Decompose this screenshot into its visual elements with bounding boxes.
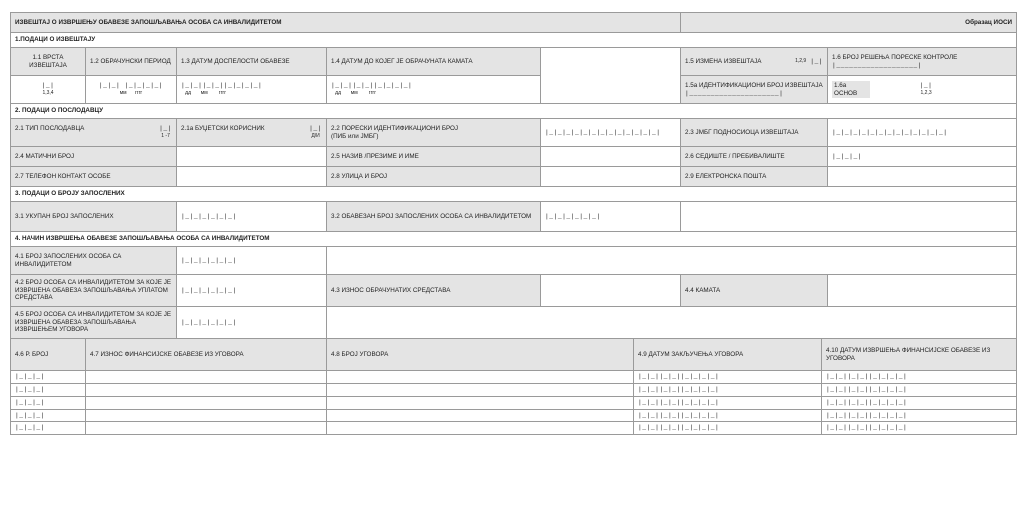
s3-blank — [681, 202, 1017, 232]
f22-input[interactable]: |_|_|_|_|_|_|_|_|_|_|_|_|_| — [541, 119, 681, 147]
f13-dd: дд — [185, 90, 192, 97]
f43-label: 4.3 ИЗНОС ОБРАЧУНАТИХ СРЕДСТАВА — [327, 275, 541, 307]
execution-date-input[interactable]: |_|_||_|_||_|_|_|_| — [822, 383, 1017, 396]
contract-number-input[interactable] — [327, 396, 634, 409]
col-410-header: 4.10 ДАТУМ ИЗВРШЕЊА ФИНАНСИЈСКЕ ОБАВЕЗЕ ИЗ УГОВОРА — [822, 339, 1017, 371]
f44-label: 4.4 КАМАТА — [681, 275, 828, 307]
f13-mm: мм — [200, 90, 208, 97]
amount-input[interactable] — [86, 422, 327, 435]
f42-input[interactable]: |_|_|_|_|_|_| — [177, 275, 327, 307]
section-2-title: 2. ПОДАЦИ О ПОСЛОДАВЦУ — [11, 104, 1017, 119]
table-row — [11, 409, 1017, 422]
f41-input[interactable]: |_|_|_|_|_|_| — [177, 247, 327, 275]
f15a-cell — [681, 76, 828, 104]
section-1-title: 1.ПОДАЦИ О ИЗВЕШТАЈУ — [11, 33, 1017, 48]
f21-cell — [11, 119, 177, 147]
table-row — [11, 383, 1017, 396]
table-row — [11, 371, 1017, 384]
form-title: ИЗВЕШТАЈ О ИЗВРШЕЊУ ОБАВЕЗЕ ЗАПОШЉАВАЊА ОСОБА СА ИНВАЛИДИТЕТОМ — [11, 13, 681, 33]
f24-input[interactable] — [177, 147, 327, 167]
col-47-header: 4.7 ИЗНОС ФИНАНСИЈСКЕ ОБАВЕЗЕ ИЗ УГОВОРА — [86, 339, 327, 371]
f27-label: 2.7 ТЕЛЕФОН КОНТАКТ ОСОБЕ — [11, 167, 177, 187]
row-number-input[interactable]: |_|_|_| — [11, 371, 86, 384]
contract-date-input[interactable]: |_|_||_|_||_|_|_|_| — [634, 422, 822, 435]
f43-input[interactable] — [541, 275, 681, 307]
f13-label: 1.3 ДАТУМ ДОСПЕЛОСТИ ОБАВЕЗЕ — [177, 48, 327, 76]
f32-input[interactable]: |_|_|_|_|_|_| — [541, 202, 681, 232]
f22-cell — [327, 119, 541, 147]
f42-label: 4.2 БРОЈ ОСОБА СА ИНВАЛИДИТЕТОМ ЗА КОЈЕ ЈЕ ИЗВРШЕНА ОБАВЕЗА ЗАПОШЉАВАЊА УПЛАТОМ СРЕДСТАВА — [11, 275, 177, 307]
f14-input[interactable]: |_|_||_|_||_|_|_|_| — [331, 82, 413, 90]
f11-value-cell — [11, 76, 86, 104]
f12-value-cell — [86, 76, 177, 104]
table-row — [11, 422, 1017, 435]
contract-date-input[interactable]: |_|_||_|_||_|_|_|_| — [634, 409, 822, 422]
f15-input[interactable]: |_| — [810, 57, 824, 65]
ioci-form — [10, 12, 1016, 435]
f24-label: 2.4 МАТИЧНИ БРОЈ — [11, 147, 177, 167]
f23-label: 2.3 ЈМБГ ПОДНОСИОЦА ИЗВЕШТАЈА — [681, 119, 828, 147]
f26-label: 2.6 СЕДИШТЕ / ПРЕБИВАЛИШТЕ — [681, 147, 828, 167]
row-number-input[interactable]: |_|_|_| — [11, 422, 86, 435]
f14-value-cell — [327, 76, 541, 104]
contract-number-input[interactable] — [327, 383, 634, 396]
amount-input[interactable] — [86, 371, 327, 384]
f21a-input[interactable]: |_| — [309, 125, 322, 133]
f11-label: 1.1 ВРСТА ИЗВЕШТАЈА — [11, 48, 86, 76]
execution-date-input[interactable]: |_|_||_|_||_|_|_|_| — [822, 396, 1017, 409]
f14-label: 1.4 ДАТУМ ДО КОЈЕГ ЈЕ ОБРАЧУНАТА КАМАТА — [327, 48, 541, 76]
f16a-label: 1.6а ОСНОВ — [832, 81, 870, 99]
f31-label: 3.1 УКУПАН БРОЈ ЗАПОСЛЕНИХ — [11, 202, 177, 232]
col-48-header: 4.8 БРОЈ УГОВОРА — [327, 339, 634, 371]
f45-input[interactable]: |_|_|_|_|_|_| — [177, 307, 327, 339]
f21a-label: 2.1а БУЏЕТСКИ КОРИСНИК — [181, 125, 265, 133]
f14-yy: гггг — [368, 90, 377, 97]
form-table — [10, 12, 1017, 339]
s1-blank — [541, 48, 681, 104]
contract-number-input[interactable] — [327, 371, 634, 384]
f13-yy: гггг — [218, 90, 227, 97]
f26-input[interactable]: |_|_|_| — [828, 147, 1017, 167]
col-49-header: 4.9 ДАТУМ ЗАКЉУЧЕЊА УГОВОРА — [634, 339, 822, 371]
f45-label: 4.5 БРОЈ ОСОБА СА ИНВАЛИДИТЕТОМ ЗА КОЈЕ ЈЕ ИЗВРШЕНА ОБАВЕЗА ЗАПОШЉАВАЊА ИЗВРШЕЊЕМ УГОВОРА — [11, 307, 177, 339]
f14-dd: дд — [335, 90, 342, 97]
f13-value-cell — [177, 76, 327, 104]
f16-label: 1.6 БРОЈ РЕШЕЊА ПОРЕСКЕ КОНТРОЛЕ — [832, 53, 958, 61]
f22-label: 2.2 ПОРЕСКИ ИДЕНТИФИКАЦИОНИ БРОЈ — [331, 124, 459, 132]
row-number-input[interactable]: |_|_|_| — [11, 409, 86, 422]
f11-input[interactable]: |_| — [41, 82, 55, 90]
f27-input[interactable] — [177, 167, 327, 187]
execution-date-input[interactable]: |_|_||_|_||_|_|_|_| — [822, 422, 1017, 435]
f21a-cell — [177, 119, 327, 147]
f28-input[interactable] — [541, 167, 681, 187]
f16-cell — [828, 48, 1017, 76]
f22-sublabel: (ПИБ или ЈМБГ) — [331, 132, 379, 140]
f21-input[interactable]: |_| — [159, 125, 172, 133]
f16-input[interactable]: |___________________| — [832, 61, 922, 69]
f15-opts: 1,2,9 — [795, 57, 807, 64]
contracts-table — [10, 338, 1017, 435]
f29-label: 2.9 ЕЛЕКТРОНСКА ПОШТА — [681, 167, 828, 187]
f16a-opts: 1,2,3 — [920, 90, 932, 97]
f23-input[interactable]: |_|_|_|_|_|_|_|_|_|_|_|_|_| — [828, 119, 1017, 147]
execution-date-input[interactable]: |_|_||_|_||_|_|_|_| — [822, 409, 1017, 422]
s45-blank — [327, 307, 1017, 339]
f12-mm: мм — [119, 90, 127, 97]
f21a-opts: Д/И — [311, 133, 320, 140]
f32-label: 3.2 ОБАВЕЗАН БРОЈ ЗАПОСЛЕНИХ ОСОБА СА ИНВАЛИДИТЕТОМ — [327, 202, 541, 232]
section-4-title: 4. НАЧИН ИЗВРШЕЊА ОБАВЕЗЕ ЗАПОШЉАВАЊА ОСОБА СА ИНВАЛИДИТЕТОМ — [11, 232, 1017, 247]
f16a-input[interactable]: |_| — [919, 82, 933, 90]
execution-date-input[interactable]: |_|_||_|_||_|_|_|_| — [822, 371, 1017, 384]
f21-opts: 1 -7 — [161, 133, 170, 140]
f16a-cell — [828, 76, 1017, 104]
contract-date-input[interactable]: |_|_||_|_||_|_|_|_| — [634, 396, 822, 409]
f25-input[interactable] — [541, 147, 681, 167]
contract-date-input[interactable]: |_|_||_|_||_|_|_|_| — [634, 371, 822, 384]
f11-opts: 1,3,4 — [42, 90, 54, 97]
f41-label: 4.1 БРОЈ ЗАПОСЛЕНИХ ОСОБА СА ИНВАЛИДИТЕТОМ — [11, 247, 177, 275]
f25-label: 2.5 НАЗИВ /ПРЕЗИМЕ И ИМЕ — [327, 147, 541, 167]
contract-date-input[interactable]: |_|_||_|_||_|_|_|_| — [634, 383, 822, 396]
f12-yy: гггг — [134, 90, 143, 97]
form-code: Образац ИОСИ — [681, 13, 1017, 33]
table-row — [11, 396, 1017, 409]
f31-input[interactable]: |_|_|_|_|_|_| — [177, 202, 327, 232]
f15-label: 1.5 ИЗМЕНА ИЗВЕШТАЈА — [685, 57, 762, 65]
amount-input[interactable] — [86, 383, 327, 396]
f29-input[interactable] — [828, 167, 1017, 187]
f21-label: 2.1 ТИП ПОСЛОДАВЦА — [15, 125, 85, 133]
amount-input[interactable] — [86, 396, 327, 409]
col-46-header: 4.6 Р. БРОЈ — [11, 339, 86, 371]
f12-label: 1.2 ОБРАЧУНСКИ ПЕРИОД — [86, 48, 177, 76]
f14-mm: мм — [350, 90, 358, 97]
f12-input[interactable]: |_|_| |_|_|_|_| — [98, 82, 164, 90]
section-3-title: 3. ПОДАЦИ О БРОЈУ ЗАПОСЛЕНИХ — [11, 187, 1017, 202]
contract-number-input[interactable] — [327, 409, 634, 422]
f15a-label: 1.5а ИДЕНТИФИКАЦИОНИ БРОЈ ИЗВЕШТАЈА — [685, 81, 823, 89]
row-number-input[interactable]: |_|_|_| — [11, 396, 86, 409]
f15-cell — [681, 48, 828, 76]
f13-input[interactable]: |_|_||_|_||_|_|_|_| — [181, 82, 263, 90]
f28-label: 2.8 УЛИЦА И БРОЈ — [327, 167, 541, 187]
s41-blank — [327, 247, 1017, 275]
f15a-input[interactable]: |_____________________| — [685, 89, 784, 97]
row-number-input[interactable]: |_|_|_| — [11, 383, 86, 396]
f44-input[interactable] — [828, 275, 1017, 307]
amount-input[interactable] — [86, 409, 327, 422]
contract-number-input[interactable] — [327, 422, 634, 435]
